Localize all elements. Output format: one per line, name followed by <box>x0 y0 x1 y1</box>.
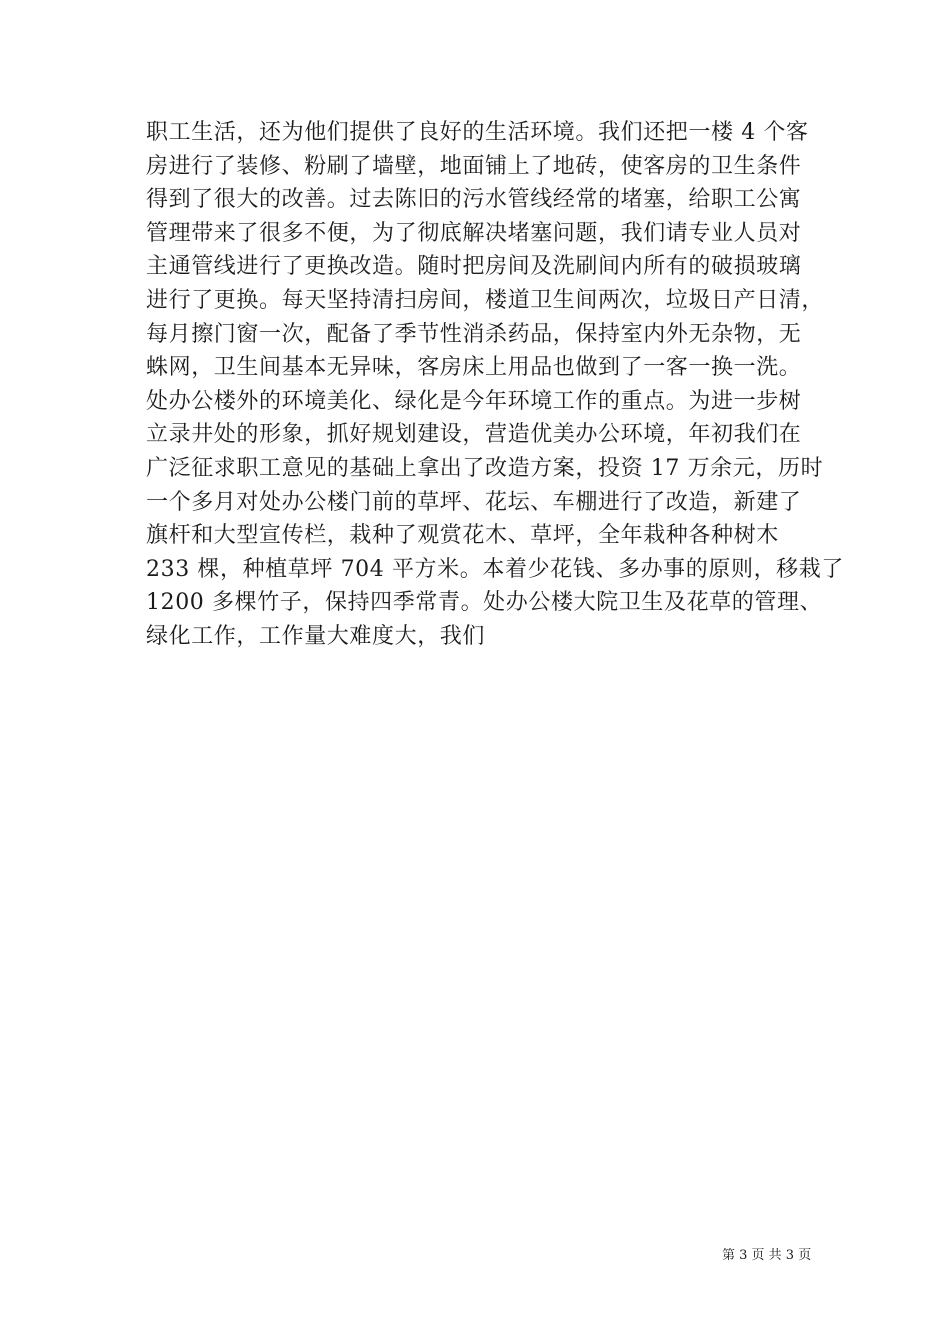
page-number: 第 3 页 共 3 页 <box>722 1248 812 1263</box>
text-line: 绿化工作，工作量大难度大，我们 <box>146 623 486 649</box>
text-line: 职工生活，还为他们提供了良好的生活环境。我们还把一楼 4 个客 <box>146 120 809 145</box>
text-line: 立录井处的形象，抓好规划建设，营造优美办公环境，年初我们在 <box>146 422 802 448</box>
text-line: 蛛网，卫生间基本无异味，客房床上用品也做到了一客一换一洗。 <box>146 355 802 381</box>
text-line: 得到了很大的改善。过去陈旧的污水管线经常的堵塞，给职工公寓 <box>146 187 802 213</box>
text-line: 一个多月对处办公楼门前的草坪、花坛、车棚进行了改造，新建了 <box>146 489 802 515</box>
text-line: 广泛征求职工意见的基础上拿出了改造方案，投资 17 万余元，历时 <box>146 455 824 481</box>
body-text <box>146 116 844 654</box>
text-line: 233 棵，种植草坪 704 平方米。本着少花钱、多办事的原则，移栽了 <box>146 556 844 582</box>
text-line: 1200 多棵竹子，保持四季常青。处办公楼大院卫生及花草的管理、 <box>146 590 823 616</box>
text-line: 进行了更换。每天坚持清扫房间，楼道卫生间两次，垃圾日产日清， <box>146 287 825 313</box>
text-line: 处办公楼外的环境美化、绿化是今年环境工作的重点。为进一步树 <box>146 388 802 414</box>
text-line: 管理带来了很多不便，为了彻底解决堵塞问题，我们请专业人员对 <box>146 220 802 246</box>
page-footer <box>0 1246 950 1266</box>
text-line: 房进行了装修、粉刷了墙壁，地面铺上了地砖，使客房的卫生条件 <box>146 153 802 179</box>
text-line: 每月擦门窗一次，配备了季节性消杀药品，保持室内外无杂物，无 <box>146 321 802 347</box>
text-line: 主通管线进行了更换改造。随时把房间及洗刷间内所有的破损玻璃 <box>146 254 802 280</box>
text-line: 旗杆和大型宣传栏，栽种了观赏花木、草坪，全年栽种各种树木 <box>146 523 779 549</box>
